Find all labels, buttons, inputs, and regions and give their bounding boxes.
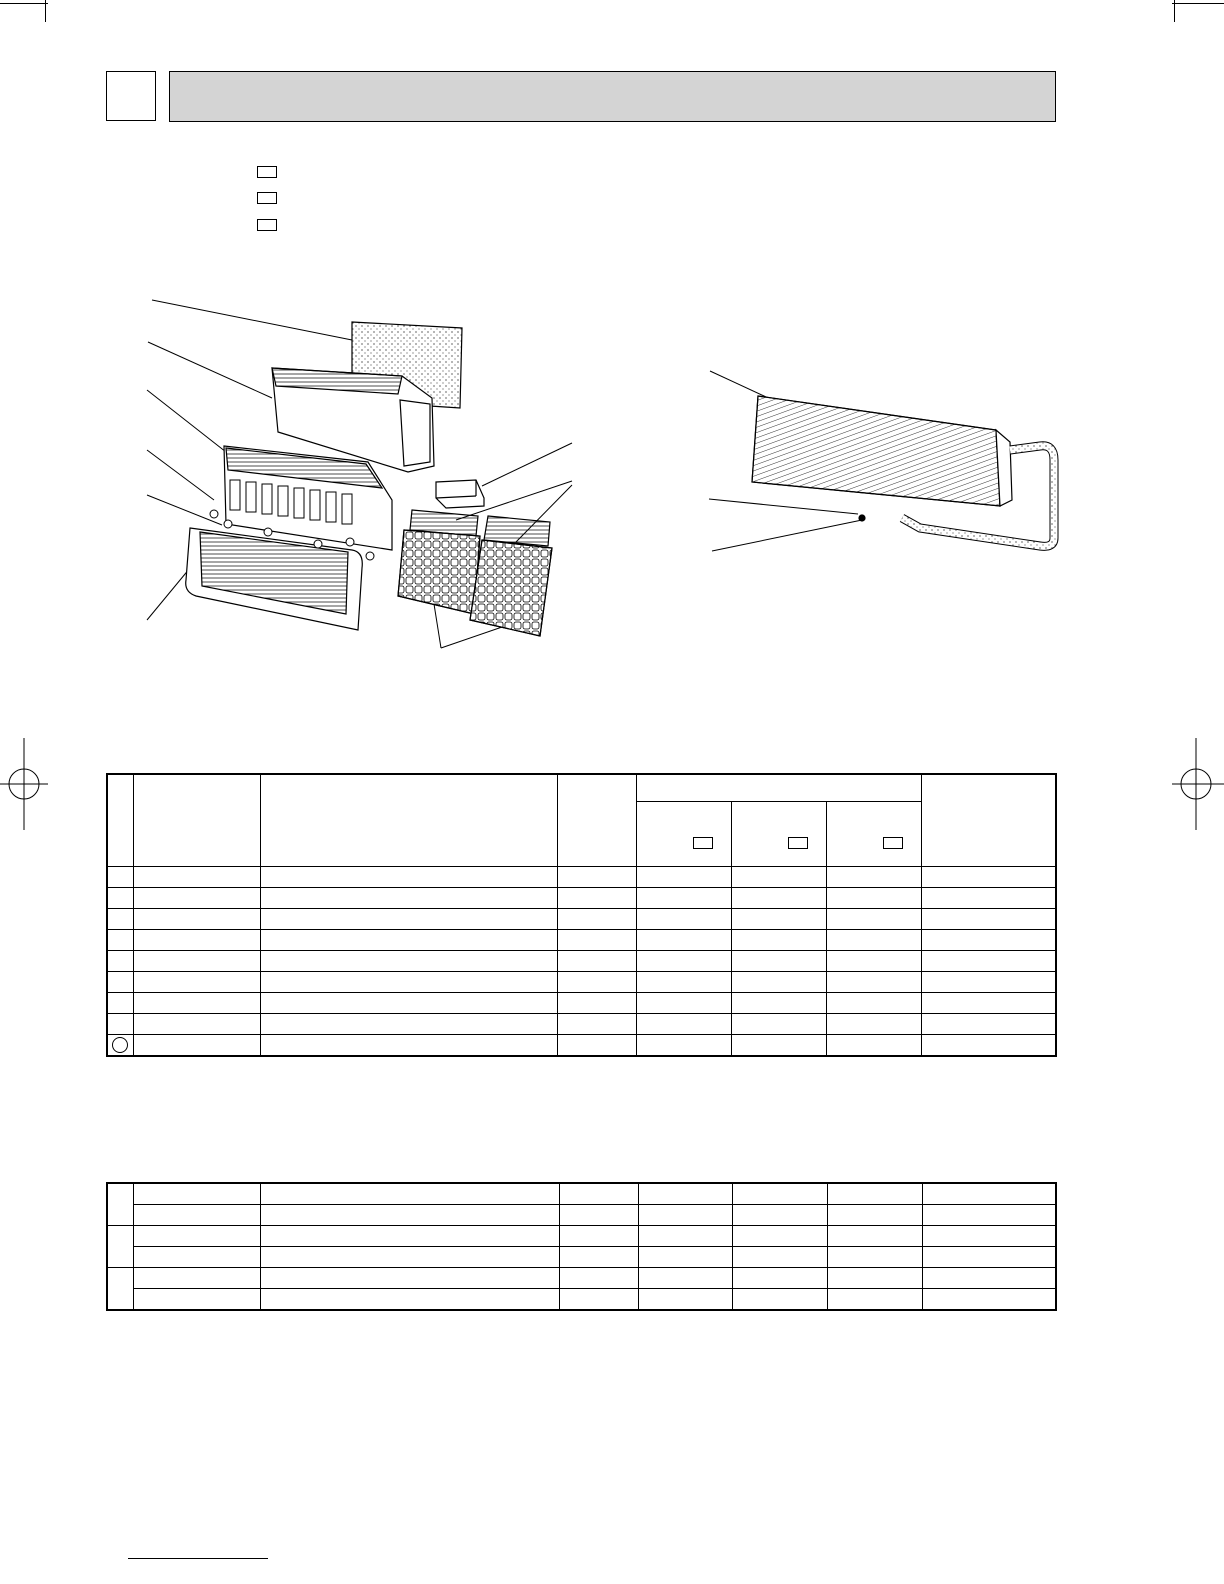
chassis bbox=[224, 446, 392, 550]
table-row bbox=[107, 1247, 1056, 1268]
registration-mark-right bbox=[1172, 738, 1224, 830]
header-part-no bbox=[133, 774, 260, 867]
model-box-2 bbox=[788, 837, 808, 849]
heat-exchanger bbox=[709, 371, 1054, 551]
table-row bbox=[107, 1035, 1056, 1057]
header-model-3 bbox=[827, 802, 922, 867]
parts-table bbox=[106, 773, 1057, 1057]
table-row bbox=[107, 951, 1056, 972]
header-model-2 bbox=[732, 802, 827, 867]
air-filters bbox=[398, 510, 552, 636]
table-row bbox=[107, 1014, 1056, 1035]
circle-marker bbox=[112, 1037, 128, 1053]
table-row bbox=[107, 1183, 1056, 1205]
table-row bbox=[107, 1205, 1056, 1226]
registration-mark-left bbox=[0, 738, 48, 830]
exploded-parts-drawing bbox=[0, 0, 1224, 700]
table-row bbox=[107, 909, 1056, 930]
header-qty bbox=[637, 774, 922, 802]
table-row bbox=[107, 930, 1056, 951]
table-row bbox=[107, 972, 1056, 993]
table-row bbox=[107, 888, 1056, 909]
footer-rule bbox=[128, 1558, 268, 1559]
header-part-name bbox=[260, 774, 557, 867]
sub-parts-table bbox=[106, 1182, 1057, 1311]
table-row bbox=[107, 993, 1056, 1014]
header-model-1 bbox=[637, 802, 732, 867]
table-row bbox=[107, 867, 1056, 888]
table-row bbox=[107, 1289, 1056, 1311]
header-no bbox=[107, 774, 133, 867]
model-box-3 bbox=[883, 837, 903, 849]
header-remarks bbox=[922, 774, 1056, 867]
header-symbol bbox=[557, 774, 636, 867]
model-box-1 bbox=[693, 837, 713, 849]
table-header-row bbox=[107, 774, 1056, 802]
front-panel bbox=[186, 528, 363, 630]
table-row bbox=[107, 1226, 1056, 1247]
electrical-cover bbox=[436, 480, 484, 508]
table-row bbox=[107, 1268, 1056, 1289]
